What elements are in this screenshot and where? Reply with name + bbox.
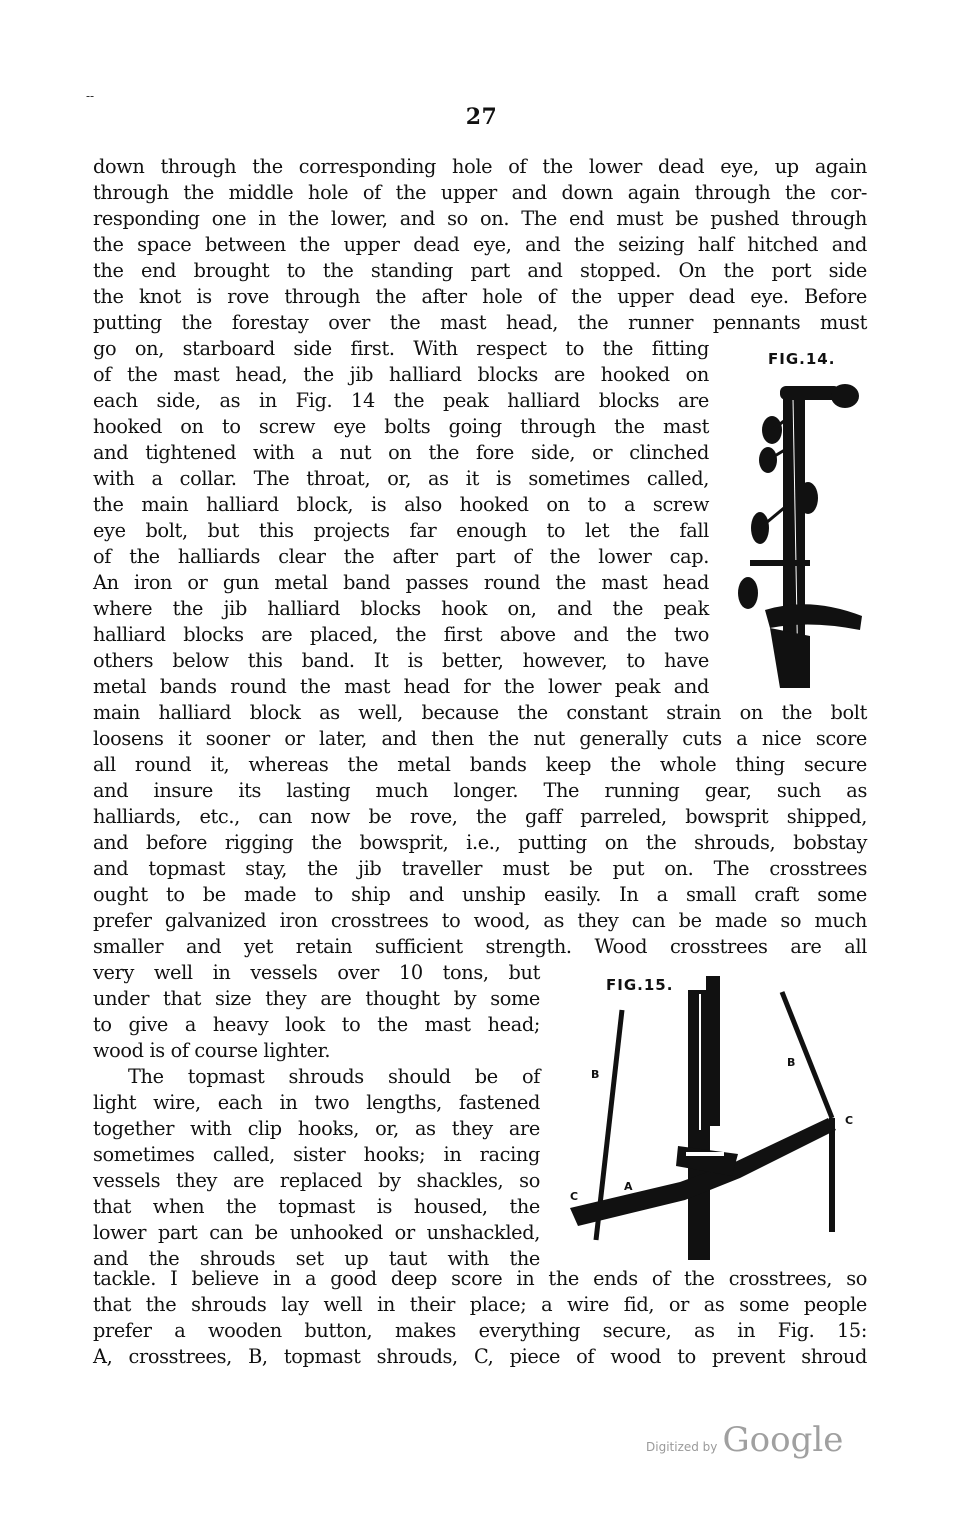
text-line: putting the forestay over the mast head, the runner pennants must [93,311,867,334]
text-line: and before rigging the bowsprit, i.e., putting on the shrouds, bobstay [93,831,867,854]
watermark-prefix: Digitized by [646,1440,718,1454]
figure-15-label: FIG.15. [606,976,674,994]
text-line: ought to be made to ship and unship easily. In a small craft some [93,883,867,906]
figure-15-letter-c-left: C [570,1190,579,1203]
text-line: halliards, etc., can now be rove, the gaff parreled, bowsprit shipped, [93,805,867,828]
text-line: to give a heavy look to the mast head; [93,1013,540,1036]
text-line: wood is of course lighter. [93,1039,331,1062]
text-line: and topmast stay, the jib traveller must be put on. The crosstrees [93,857,867,880]
text-line: and insure its lasting much longer. The running gear, such as [93,779,867,802]
text-line: The topmast shrouds should be of [128,1065,540,1088]
text-line: smaller and yet retain sufficient strength. Wood crosstrees are all [93,935,867,958]
text-line: all round it, whereas the metal bands keep the whole thing secure [93,753,867,776]
figure-15-letter-c-right: C [845,1114,854,1127]
figure-15-letter-b-right: B [787,1056,796,1069]
text-line: that the shrouds lay well in their place; a wire fid, or as some people [93,1293,867,1316]
text-line: the space between the upper dead eye, and the seizing half hitched and [93,233,867,256]
text-line: prefer galvanized iron crosstrees to wood, as they can be made so much [93,909,867,932]
text-line: others below this band. It is better, however, to have [93,649,709,672]
figure-15-letter-a: A [624,1180,633,1193]
text-line: go on, starboard side first. With respect to the fitting [93,337,709,360]
text-line: light wire, each in two lengths, fastened [93,1091,540,1114]
text-line: prefer a wooden button, makes everything secure, as in Fig. 15: [93,1319,867,1342]
text-line: that when the topmast is housed, the [93,1195,540,1218]
figure-15-letter-b-left: B [591,1068,600,1081]
page-number: 27 [465,104,498,130]
text-line: main halliard block as well, because the constant strain on the bolt [93,701,867,724]
text-line: metal bands round the mast head for the lower peak and [93,675,709,698]
figure-14-label: FIG.14. [768,350,836,368]
corner-mark: -- [86,89,95,103]
text-line: sometimes called, sister hooks; in racing [93,1143,540,1166]
text-line: through the middle hole of the upper and down again through the cor- [93,181,867,204]
text-line: where the jib halliard blocks hook on, and the peak [93,597,709,620]
text-line: the knot is rove through the after hole of the upper dead eye. Before [93,285,867,308]
digitized-by-google-watermark [646,1420,843,1460]
text-line: An iron or gun metal band passes round the mast head [93,571,709,594]
text-line: and tightened with a nut on the fore side, or clinched [93,441,709,464]
text-line: the end brought to the standing part and stopped. On the port side [93,259,867,282]
text-line: vessels they are replaced by shackles, so [93,1169,540,1192]
text-line: tackle. I believe in a good deep score in the ends of the crosstrees, so [93,1267,867,1290]
text-line: under that size they are thought by some [93,987,540,1010]
text-line: eye bolt, but this projects far enough to let the fall [93,519,709,542]
text-line: A, crosstrees, B, topmast shrouds, C, piece of wood to prevent shroud [93,1345,867,1368]
text-line: of the halliards clear the after part of the lower cap. [93,545,709,568]
text-line: hooked on to screw eye bolts going through the mast [93,415,709,438]
mast-head-illustration [730,378,870,690]
text-line: each side, as in Fig. 14 the peak halliard blocks are [93,389,709,412]
text-line: together with clip hooks, or, as they are [93,1117,540,1140]
text-line: halliard blocks are placed, the first above and the two [93,623,709,646]
text-line: responding one in the lower, and so on. The end must be pushed through [93,207,867,230]
google-logo: Google [722,1420,844,1460]
text-line: with a collar. The throat, or, as it is sometimes called, [93,467,709,490]
crosstrees-illustration [560,970,860,1260]
text-line: loosens it sooner or later, and then the nut generally cuts a nice score [93,727,867,750]
text-line: lower part can be unhooked or unshackled, [93,1221,540,1244]
text-line: of the mast head, the jib halliard blocks are hooked on [93,363,709,386]
text-line: the main halliard block, is also hooked on to a screw [93,493,709,516]
text-line: and the shrouds set up taut with the [93,1247,540,1270]
text-line: down through the corresponding hole of the lower dead eye, up again [93,155,867,178]
text-line: very well in vessels over 10 tons, but [93,961,540,984]
